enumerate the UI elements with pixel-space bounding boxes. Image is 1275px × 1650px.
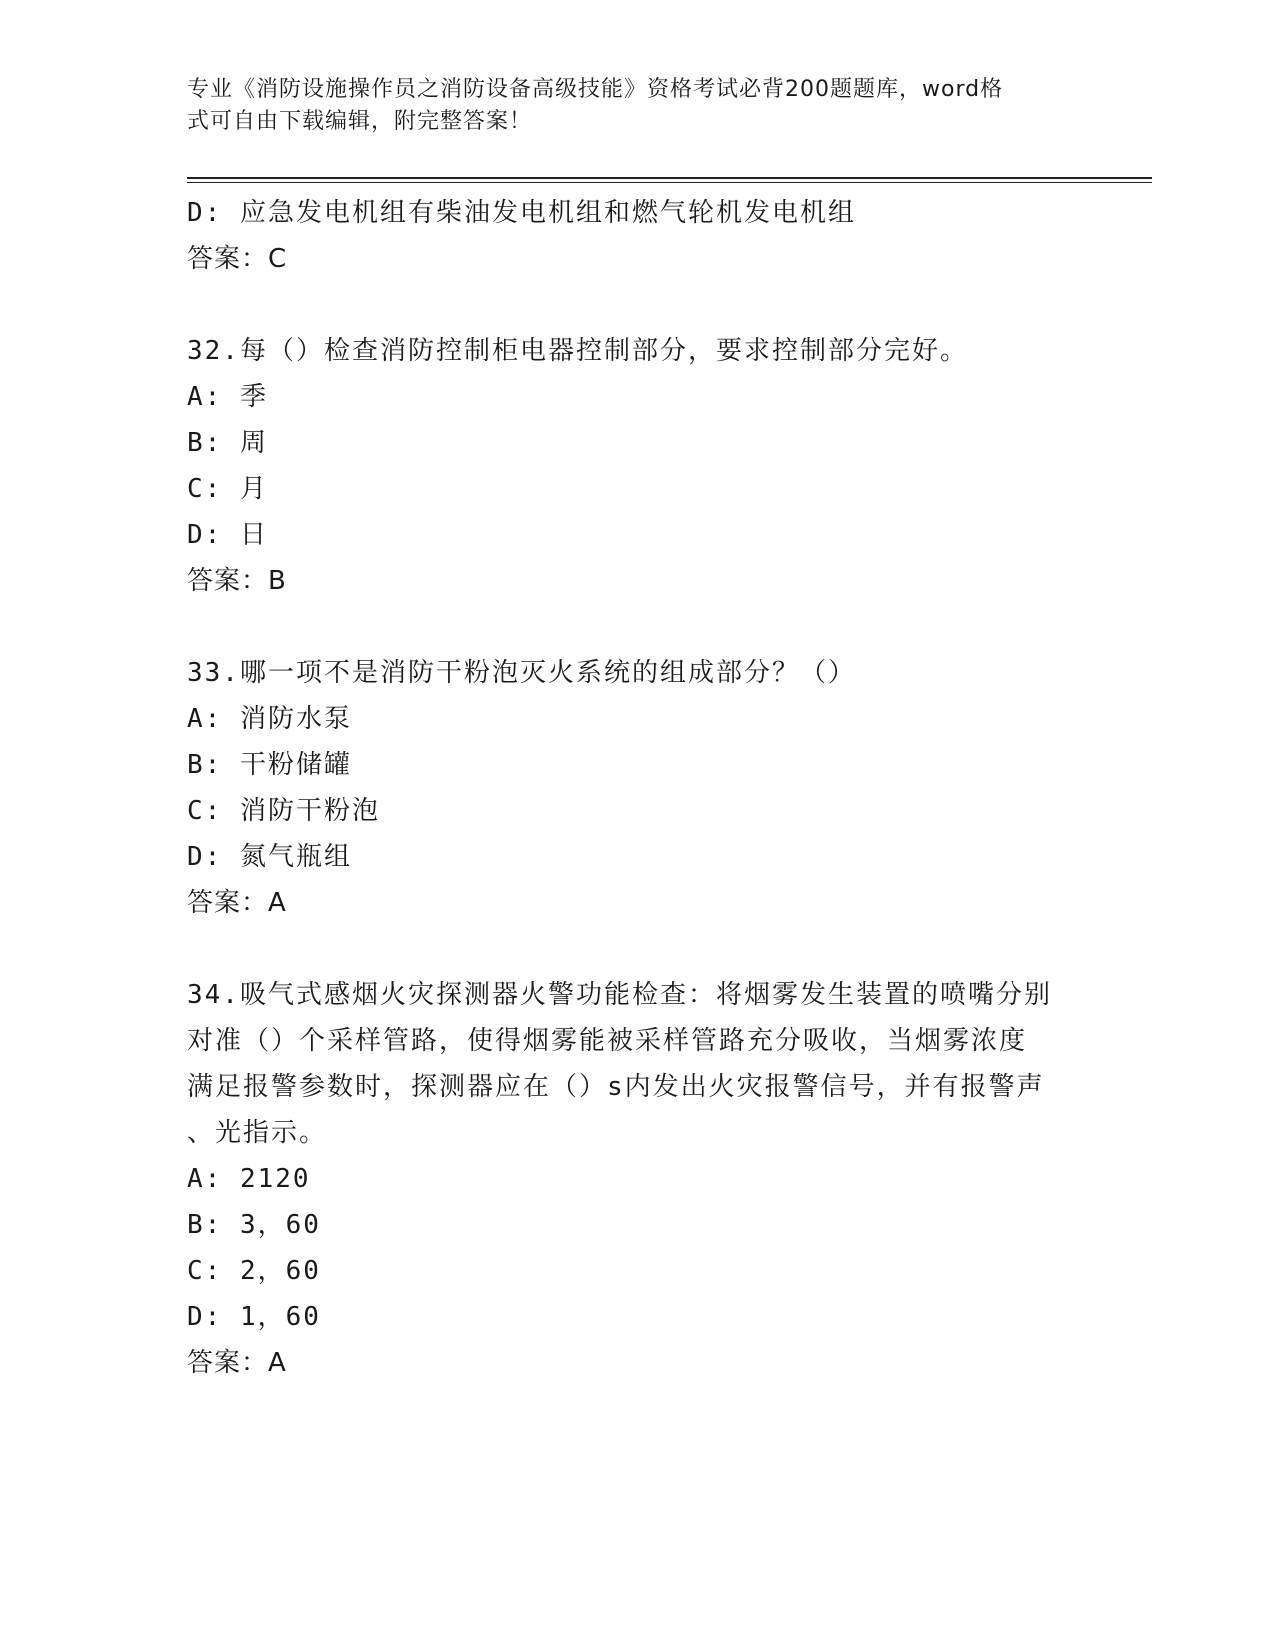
prev-answer: 答案：C [187,244,288,274]
prev-option-d: D: 应急发电机组有柴油发电机组和燃气轮机发电机组 [187,198,856,228]
option-a: A: 季 [187,382,268,412]
question-list [187,190,1087,1386]
option-d: D: 日 [187,520,268,550]
question-33 [187,650,1087,926]
answer: 答案：A [187,1348,287,1378]
option-b: B: 周 [187,428,268,458]
option-a: A: 消防水泵 [187,704,352,734]
option-a: A: 2120 [187,1164,311,1194]
option-d: D: 1，60 [187,1302,321,1332]
header-line-1: 专业《消防设施操作员之消防设备高级技能》资格考试必背200题题库，word格 [187,77,1004,102]
option-b: B: 3，60 [187,1210,321,1240]
option-c: C: 月 [187,474,268,504]
header-line-2: 式可自由下载编辑，附完整答案！ [187,109,533,134]
question-32 [187,328,1087,604]
option-d: D: 氮气瓶组 [187,842,352,872]
spacer [187,604,1087,650]
question-text: 33.哪一项不是消防干粉泡灭火系统的组成部分？（） [187,658,856,688]
answer: 答案：A [187,888,287,918]
option-c: C: 消防干粉泡 [187,796,380,826]
question-text-line-2: 对准（）个采样管路，使得烟雾能被采样管路充分吸收，当烟雾浓度 [187,1026,1028,1056]
question-34 [187,972,1087,1386]
question-text-line-4: 、光指示。 [187,1118,328,1148]
question-text: 32.每（）检查消防控制柜电器控制部分，要求控制部分完好。 [187,336,968,366]
spacer [187,282,1087,328]
question-text-line-1: 34.吸气式感烟火灾探测器火警功能检查：将烟雾发生装置的喷嘴分别 [187,980,1052,1010]
header-rule-thick [187,177,1152,179]
header-rule-thin [187,182,1152,183]
option-c: C: 2，60 [187,1256,321,1286]
document-header [187,74,1067,138]
option-b: B: 干粉储罐 [187,750,352,780]
question-text-line-3: 满足报警参数时，探测器应在（）s内发出火灾报警信号，并有报警声 [187,1072,1045,1102]
spacer [187,926,1087,972]
answer: 答案：B [187,566,287,596]
